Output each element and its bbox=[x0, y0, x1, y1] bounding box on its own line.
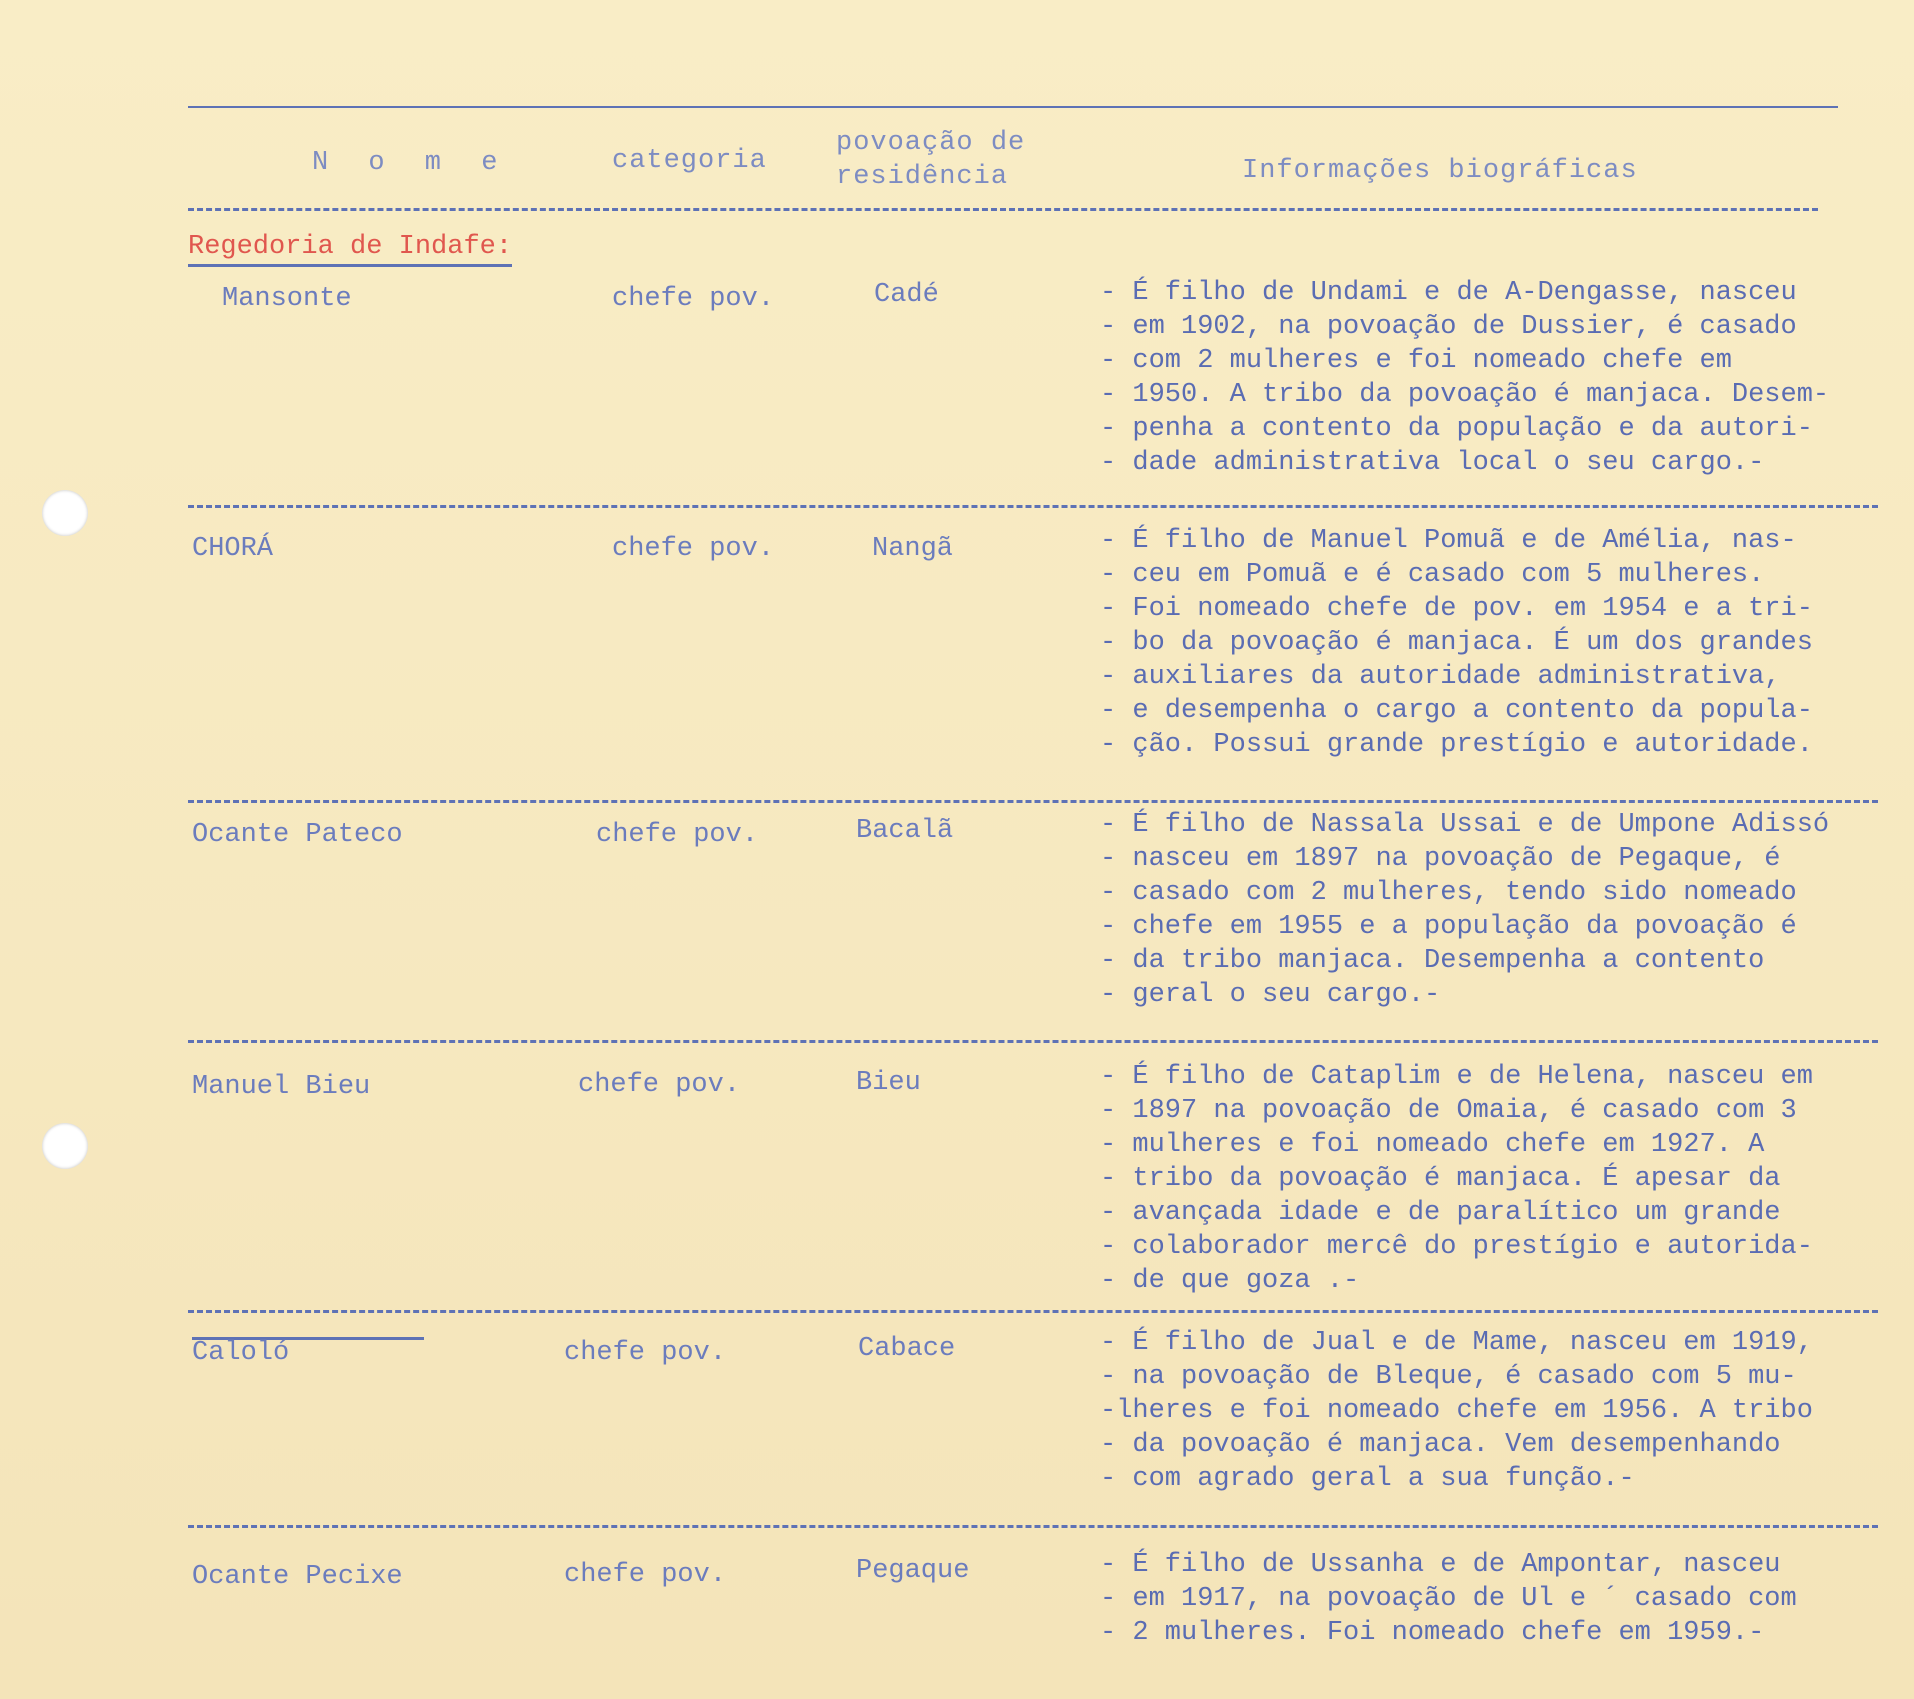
row-4-nome: Manuel Bieu bbox=[192, 1072, 371, 1102]
row-divider bbox=[188, 505, 1878, 508]
row-1-bio bbox=[1100, 276, 1890, 480]
row-6-categoria: chefe pov. bbox=[564, 1560, 727, 1590]
header-povoacao-line2: residência bbox=[836, 162, 1009, 192]
bio-line: - avançada idade e de paralítico um grande bbox=[1100, 1198, 1781, 1228]
bio-line: - com 2 mulheres e foi nomeado chefe em bbox=[1100, 346, 1732, 376]
bio-line: - 1897 na povoação de Omaia, é casado com 3 bbox=[1100, 1096, 1797, 1126]
row-3-nome: Ocante Pateco bbox=[192, 820, 403, 850]
row-2-categoria: chefe pov. bbox=[612, 534, 775, 564]
row-6-povoacao: Pegaque bbox=[856, 1556, 970, 1586]
row-4-povoacao: Bieu bbox=[856, 1068, 921, 1098]
bio-line: - ceu em Pomuã e é casado com 5 mulheres. bbox=[1100, 560, 1765, 590]
bio-line: - da povoação é manjaca. Vem desempenhando bbox=[1100, 1430, 1781, 1460]
row-6-bio bbox=[1100, 1548, 1890, 1650]
region-heading: Regedoria de Indafe: bbox=[188, 232, 512, 267]
bio-line: - dade administrativa local o seu cargo.- bbox=[1100, 448, 1765, 478]
row-divider bbox=[188, 1040, 1878, 1043]
bio-line: - colaborador mercê do prestígio e autorida- bbox=[1100, 1232, 1813, 1262]
bio-line: - com agrado geral a sua função.- bbox=[1100, 1464, 1635, 1494]
bio-line: - É filho de Nassala Ussai e de Umpone Adissó bbox=[1100, 810, 1830, 840]
bio-line: - É filho de Jual e de Mame, nasceu em 1919, bbox=[1100, 1328, 1813, 1358]
bio-line: - bo da povoação é manjaca. É um dos grandes bbox=[1100, 628, 1813, 658]
bio-line: - casado com 2 mulheres, tendo sido nomeado bbox=[1100, 878, 1797, 908]
row-3-povoacao: Bacalã bbox=[856, 816, 954, 846]
bio-line: - penha a contento da população e da autori- bbox=[1100, 414, 1813, 444]
bio-line: - É filho de Ussanha e de Ampontar, nasceu bbox=[1100, 1550, 1781, 1580]
bio-line: - na povoação de Bleque, é casado com 5 mu- bbox=[1100, 1362, 1797, 1392]
bio-line: - 1950. A tribo da povoação é manjaca. Desem- bbox=[1100, 380, 1830, 410]
row-1-categoria: chefe pov. bbox=[612, 284, 775, 314]
header-categoria: categoria bbox=[612, 146, 767, 176]
bio-line: - 2 mulheres. Foi nomeado chefe em 1959.- bbox=[1100, 1618, 1765, 1648]
bio-line: - tribo da povoação é manjaca. É apesar da bbox=[1100, 1164, 1781, 1194]
bio-line: -lheres e foi nomeado chefe em 1956. A tribo bbox=[1100, 1396, 1813, 1426]
row-5-nome: Caloló bbox=[192, 1338, 290, 1368]
row-4-bio bbox=[1100, 1060, 1890, 1298]
bio-line: - mulheres e foi nomeado chefe em 1927. A bbox=[1100, 1130, 1765, 1160]
bio-line: - Foi nomeado chefe de pov. em 1954 e a tri- bbox=[1100, 594, 1813, 624]
row-4-categoria: chefe pov. bbox=[578, 1070, 741, 1100]
row-5-categoria: chefe pov. bbox=[564, 1338, 727, 1368]
header-povoacao bbox=[836, 126, 1025, 194]
row-5-bio bbox=[1100, 1326, 1890, 1496]
header-top-rule bbox=[188, 106, 1838, 108]
row-5-povoacao: Cabace bbox=[858, 1334, 956, 1364]
bio-line: - É filho de Undami e de A-Dengasse, nasceu bbox=[1100, 278, 1797, 308]
bio-line: - nasceu em 1897 na povoação de Pegaque, é bbox=[1100, 844, 1781, 874]
punch-hole-top bbox=[42, 490, 88, 536]
row-6-nome: Ocante Pecixe bbox=[192, 1562, 403, 1592]
bio-line: - ção. Possui grande prestígio e autoridade. bbox=[1100, 730, 1813, 760]
header-info: Informações biográficas bbox=[1242, 156, 1638, 186]
bio-line: - da tribo manjaca. Desempenha a contento bbox=[1100, 946, 1765, 976]
row-divider bbox=[188, 800, 1878, 803]
row-divider bbox=[188, 1525, 1878, 1528]
bio-line: - e desempenha o cargo a contento da popula- bbox=[1100, 696, 1813, 726]
header-povoacao-line1: povoação de bbox=[836, 128, 1026, 158]
header-bottom-rule bbox=[188, 208, 1818, 211]
bio-line: - auxiliares da autoridade administrativa, bbox=[1100, 662, 1781, 692]
row-1-povoacao: Cadé bbox=[874, 280, 939, 310]
bio-line: - É filho de Cataplim e de Helena, nasceu em bbox=[1100, 1062, 1813, 1092]
bio-line: - chefe em 1955 e a população da povoação é bbox=[1100, 912, 1797, 942]
bio-line: - É filho de Manuel Pomuã e de Amélia, nas- bbox=[1100, 526, 1797, 556]
bio-line: - de que goza .- bbox=[1100, 1266, 1360, 1296]
bio-line: - geral o seu cargo.- bbox=[1100, 980, 1441, 1010]
row-2-povoacao: Nangã bbox=[872, 534, 954, 564]
row-2-nome: CHORÁ bbox=[192, 534, 274, 564]
bio-line: - em 1917, na povoação de Ul e ´ casado com bbox=[1100, 1584, 1797, 1614]
row-3-bio bbox=[1100, 808, 1890, 1012]
row-3-categoria: chefe pov. bbox=[596, 820, 759, 850]
punch-hole-bottom bbox=[42, 1123, 88, 1169]
row-divider bbox=[188, 1310, 1878, 1313]
row-2-bio bbox=[1100, 524, 1890, 762]
header-nome: N o m e bbox=[312, 148, 510, 178]
bio-line: - em 1902, na povoação de Dussier, é casado bbox=[1100, 312, 1797, 342]
row-1-nome: Mansonte bbox=[222, 284, 352, 314]
